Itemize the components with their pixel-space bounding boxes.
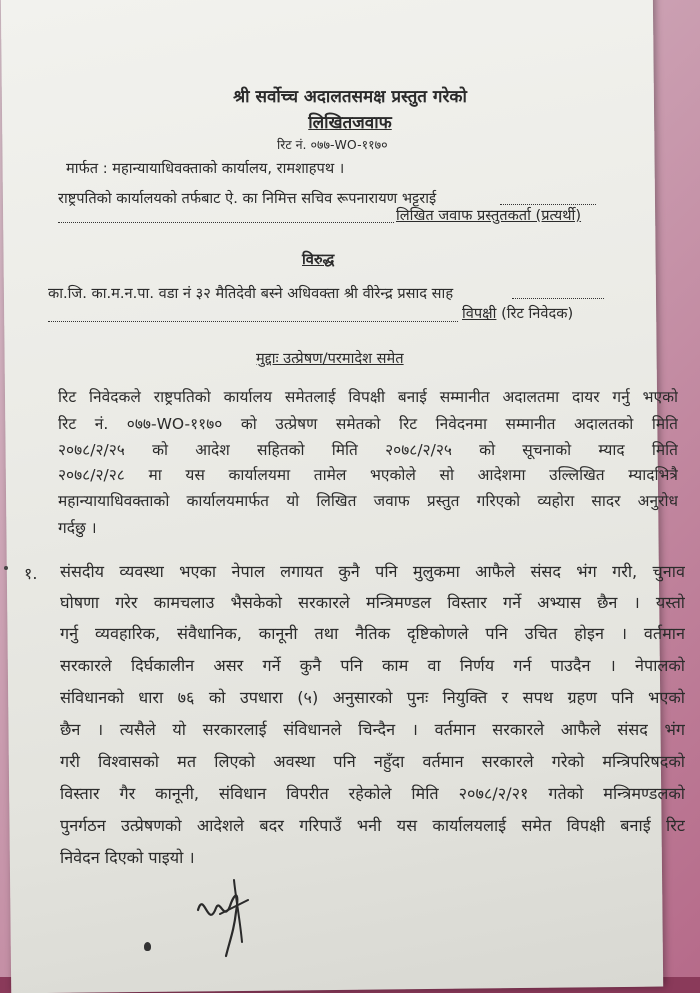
point-line: संसदीय व्यवस्था भएका नेपाल लगायत कुनै पनि मुलुकमा आफैले संसद भंग गरी, चुनाव (60, 562, 685, 581)
point-line: संविधानको धारा ७६ को उपधारा (५) अनुसारको पुनः नियुक्ति र सपथ ग्रहण पनि भएको (60, 688, 685, 707)
dotted-line (48, 321, 458, 322)
petitioner-role-a: विपक्षी (462, 305, 497, 322)
respondent-role: लिखित जवाफ प्रस्तुतकर्ता (प्रत्यर्थी) (396, 207, 582, 224)
dotted-line (58, 222, 394, 223)
dotted-line (512, 298, 604, 299)
doc-title: श्री सर्वोच्च अदालतसमक्ष प्रस्तुत गरेको (233, 87, 467, 107)
point-number: १. (24, 564, 38, 583)
intro-line: रिट निवेदकले राष्ट्रपतिको कार्यालय समेतलाई विपक्षी बनाई सम्मानीत अदालतमा दायर गर्नु भएको (58, 388, 678, 406)
point-line: विस्तार गैर कानूनी, संविधान विपरीत रहेकोले मिति २०७८/२/२१ गतेको मन्त्रिमण्डलको (60, 784, 685, 803)
intro-line: रिट नं. ०७७-WO-११७० को उत्प्रेषण समेतको रिट निवेदनमा सम्मानीत अदालतको मिति (58, 415, 678, 433)
point-line: छैन । त्यसैले यो सरकारलाई संविधानले चिन्दैन । वर्तमान सरकारले आफैले संसद भंग (60, 720, 685, 739)
point-line-last: निवेदन दिएको पाइयो । (60, 848, 195, 867)
ink-mark (144, 942, 151, 951)
point-line: पुनर्गठन उत्प्रेषणको आदेशले बदर गरिपाउँ भनी यस कार्यालयलाई समेत विपक्षी बनाई रिट (60, 816, 685, 835)
margin-mark (4, 566, 8, 570)
point-line: गर्नु व्यवहारिक, संवैधानिक, कानूनी तथा नैतिक दृष्टिकोणले पनि उचित होइन । वर्तमान (60, 624, 685, 643)
intro-line-last: गर्दछु । (58, 519, 97, 537)
point-line: घोषणा गरेर कामचलाउ भैसकेको सरकारले मन्त्रिमण्डल विस्तार गर्ने अभ्यास छैन । यस्तो (60, 593, 685, 612)
point-line: गरी विश्वासको मत लिएको अवस्था पनि नहुँदा वर्तमान सरकारले गरेको मन्त्रिपरिषदको (60, 752, 685, 771)
intro-line: २०७८/२/२८ मा यस कार्यालयमा तामेल भएकोले सो आदेशमा उल्लिखित म्यादभित्रै (58, 466, 678, 484)
subject-line: मुद्दाः उत्प्रेषण/परमादेश समेत (256, 350, 404, 367)
writ-number: रिट नं. ०७७-WO-११७० (277, 137, 388, 152)
intro-line: महान्यायाधिवक्ताको कार्यालयमार्फत यो लिखित जवाफ प्रस्तुत गरिएको व्यहोरा सादर अनुरोध (58, 492, 678, 510)
signature (190, 870, 270, 960)
petitioner-role-b: (रिट निवेदक) (501, 305, 574, 322)
petitioner-role (462, 303, 573, 323)
doc-subtitle: लिखितजवाफ (308, 113, 392, 133)
intro-line: २०७८/२/२५ को आदेश सहितको मिति २०७८/२/२५ को सूचनाको म्याद मिति (58, 441, 678, 459)
petitioner-line: का.जि. का.म.न.पा. वडा नं ३२ मैतिदेवी बस्ने अधिवक्ता श्री वीरेन्द्र प्रसाद साह (48, 285, 454, 302)
point-line: सरकारले दिर्घकालीन असर गर्ने कुनै पनि काम वा निर्णय गर्न पाउदैन । नेपालको (60, 656, 685, 675)
through-line: मार्फत : महान्यायाधिवक्ताको कार्यालय, रामशाहपथ । (66, 160, 345, 177)
respondent-line: राष्ट्रपतिको कार्यालयको तर्फबाट ऐ. का निमित्त सचिव रूपनारायण भट्टराई (58, 190, 437, 207)
versus-heading: विरुद्ध (302, 251, 335, 268)
